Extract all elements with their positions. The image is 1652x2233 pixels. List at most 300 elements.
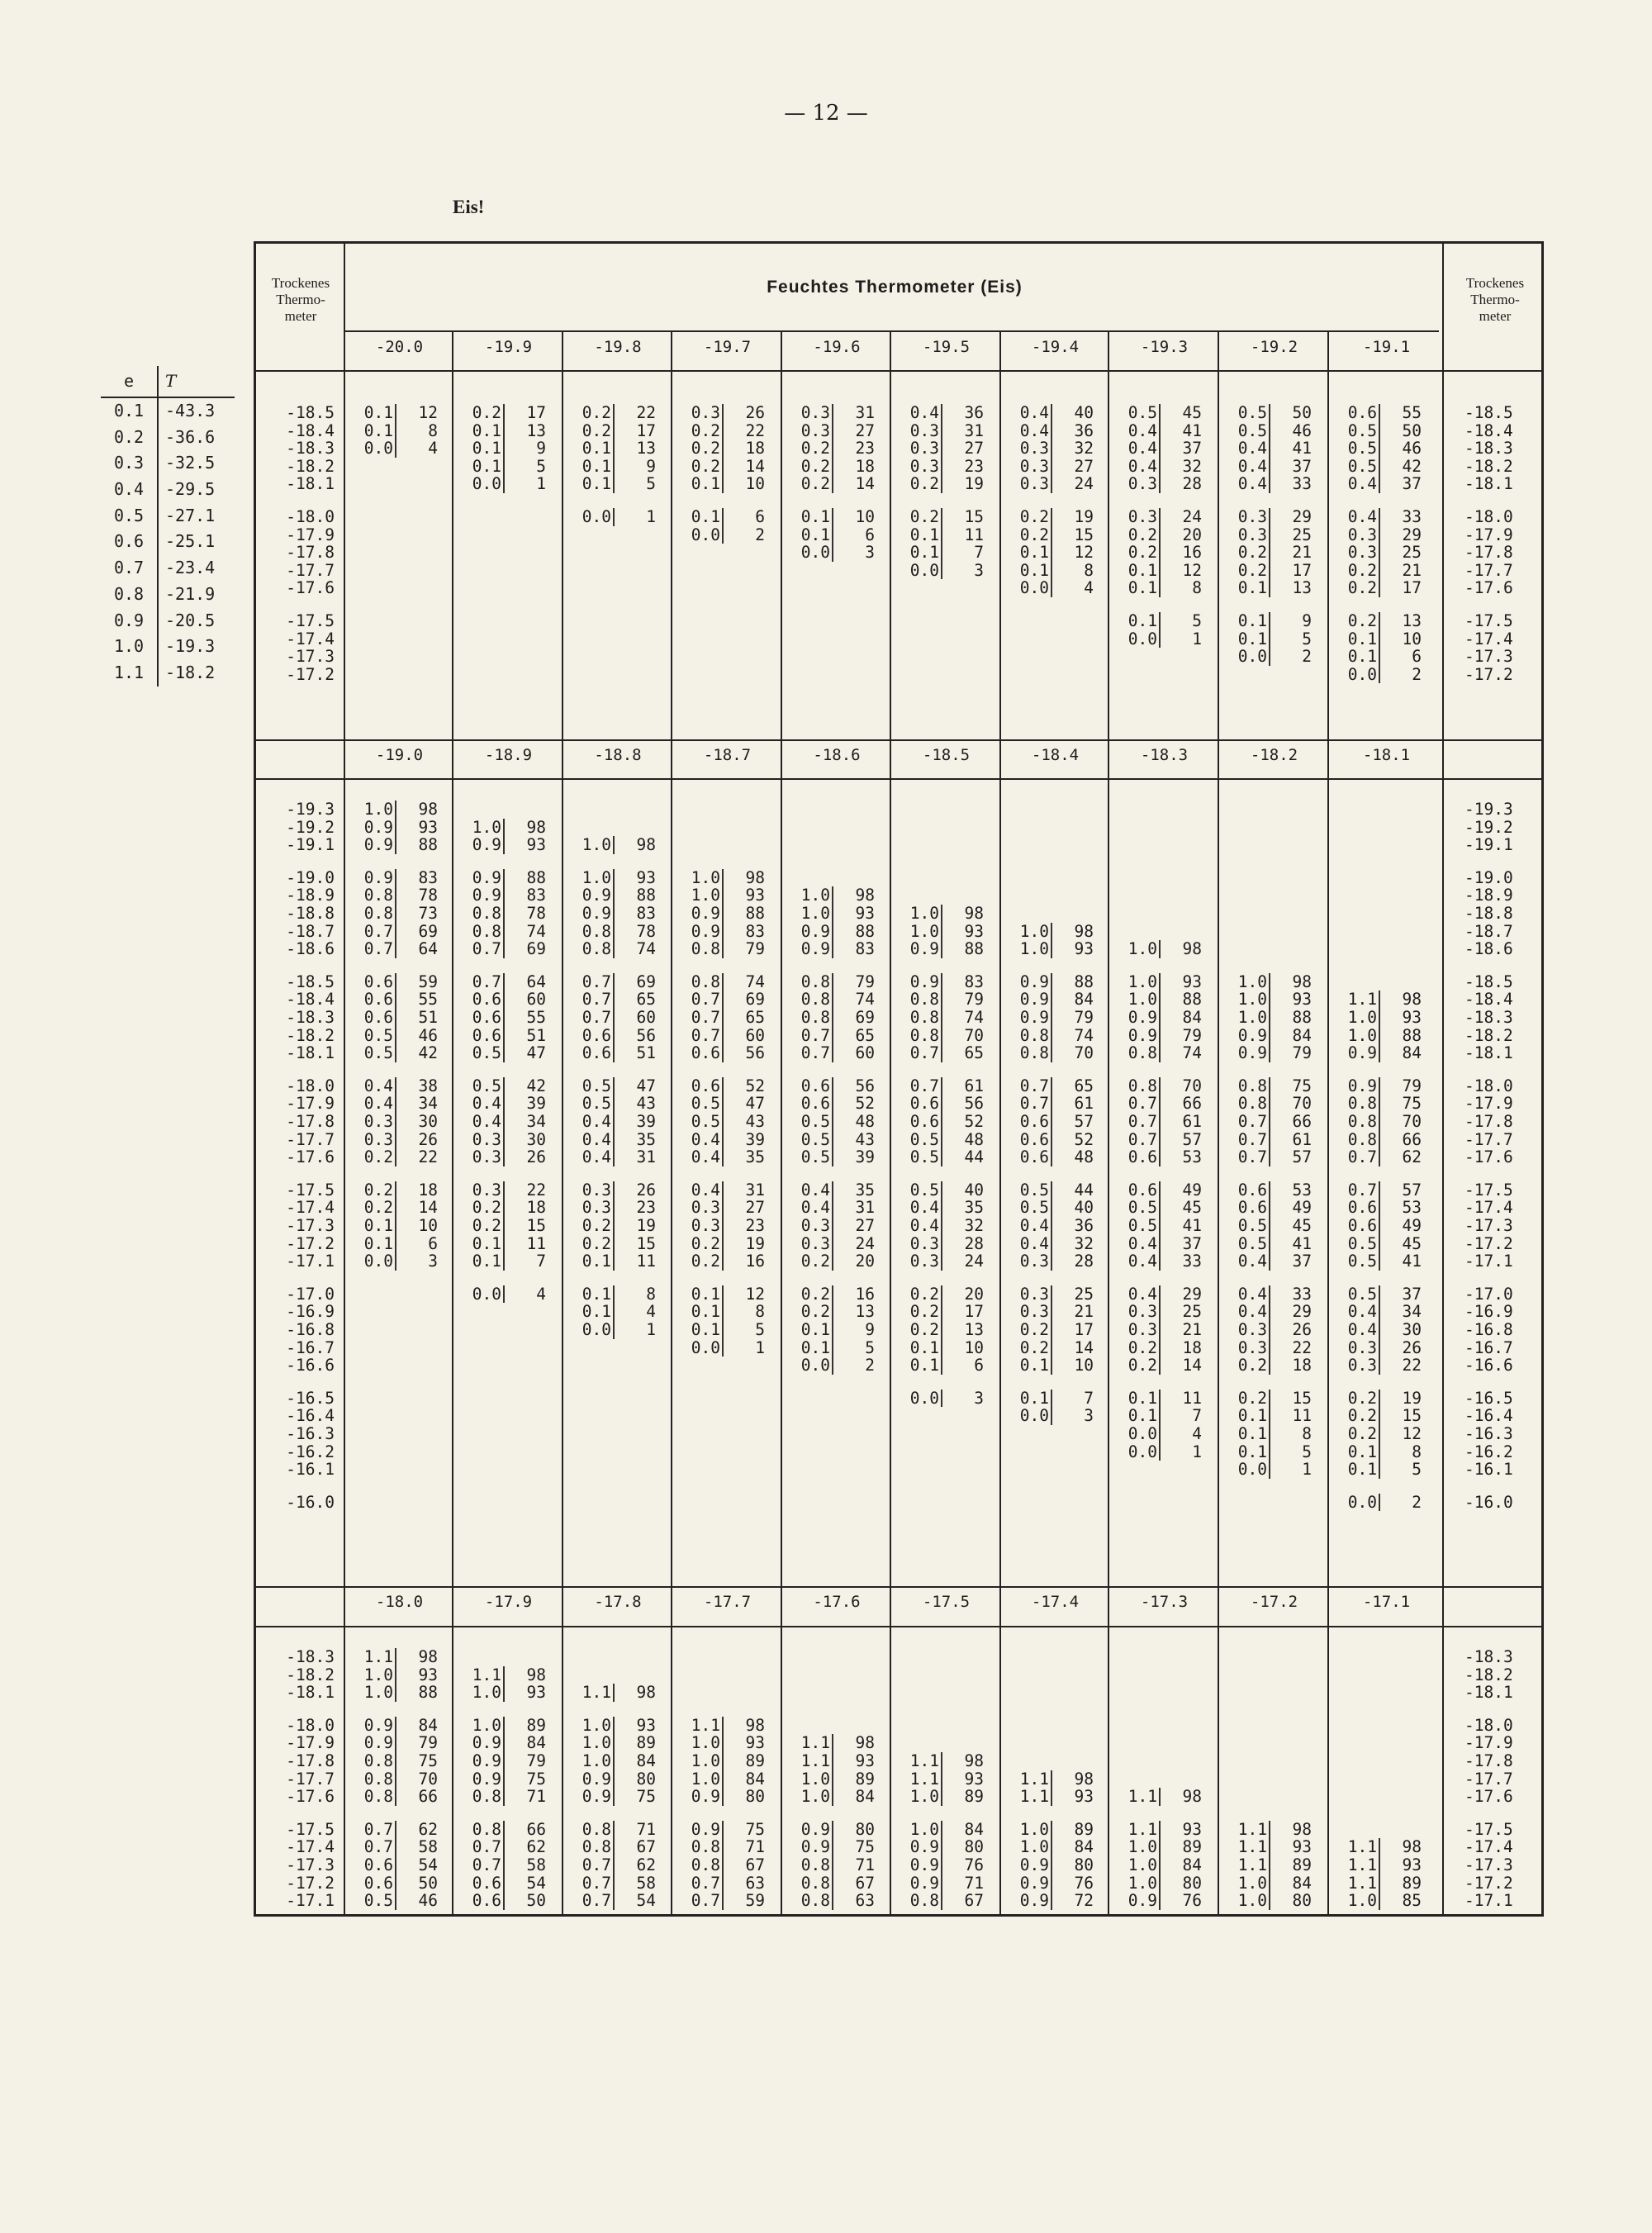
table-cell — [1011, 1874, 1094, 1893]
table-cell — [682, 1285, 765, 1304]
table-cell — [792, 1838, 875, 1856]
vapor-pressure-value: 1.1 — [1229, 1856, 1270, 1874]
vapor-pressure-value: 0.9 — [463, 869, 505, 887]
vapor-pressure-value: 1.1 — [792, 1734, 833, 1752]
vapor-pressure-value: 0.4 — [1229, 475, 1270, 493]
vapor-pressure-value: 0.8 — [792, 1892, 833, 1910]
dry-temperature-right: -18.3 — [1464, 439, 1513, 458]
relative-humidity-value: 84 — [1292, 1873, 1312, 1893]
table-cell — [1339, 648, 1422, 666]
relative-humidity-value: 29 — [1182, 1284, 1202, 1304]
relative-humidity-value: 89 — [745, 1751, 765, 1770]
relative-humidity-value: 20 — [855, 1252, 875, 1271]
relative-humidity-value: 67 — [964, 1891, 984, 1911]
relative-humidity-value: 15 — [964, 507, 984, 526]
vapor-pressure-value: 1.0 — [682, 1770, 724, 1789]
table-cell — [792, 1148, 875, 1166]
vapor-pressure-value: 1.0 — [682, 1734, 724, 1752]
relative-humidity-value: 11 — [636, 1252, 656, 1271]
table-cell — [1229, 1252, 1312, 1271]
relative-humidity-value: 29 — [1402, 525, 1422, 544]
relative-humidity-value: 54 — [526, 1873, 546, 1893]
relative-humidity-value: 8 — [428, 420, 438, 440]
dry-temperature-right: -17.9 — [1464, 1733, 1513, 1753]
relative-humidity-value: 75 — [636, 1787, 656, 1807]
table-cell — [901, 1856, 984, 1874]
relative-humidity-value: 21 — [1402, 560, 1422, 580]
relative-humidity-value: 48 — [964, 1129, 984, 1149]
relative-humidity-value: 79 — [1074, 1008, 1094, 1027]
vapor-pressure-value: 0.0 — [1119, 630, 1161, 649]
vapor-pressure-value: 1.0 — [573, 1752, 615, 1770]
vapor-pressure-value: 0.2 — [573, 1217, 615, 1235]
table-cell — [682, 1009, 765, 1027]
wet-temperature-header: -18.2 — [1250, 746, 1298, 764]
table-cell — [1011, 1252, 1094, 1271]
vapor-pressure-value: 0.6 — [573, 1027, 615, 1045]
vapor-pressure-value: 0.8 — [463, 905, 505, 923]
vapor-pressure-value: 0.2 — [1339, 612, 1380, 630]
dry-temperature-right: -18.0 — [1464, 1715, 1513, 1735]
relative-humidity-value: 14 — [1182, 1356, 1202, 1375]
table-cell — [901, 923, 984, 941]
vapor-pressure-value: 0.0 — [792, 544, 833, 562]
vapor-pressure-value: 0.1 — [463, 458, 505, 476]
table-cell — [355, 869, 438, 887]
relative-humidity-value: 24 — [964, 1252, 984, 1271]
relative-humidity-value: 69 — [636, 972, 656, 991]
dry-temperature-left: -17.7 — [286, 1129, 335, 1149]
vapor-pressure-value: 1.0 — [463, 819, 505, 837]
table-cell — [1229, 1874, 1312, 1893]
vapor-pressure-value: 0.6 — [1339, 404, 1380, 422]
vapor-pressure-value: 0.6 — [355, 973, 396, 991]
vapor-pressure-value: 0.2 — [1339, 1425, 1380, 1443]
relative-humidity-value: 15 — [1074, 525, 1094, 544]
relative-humidity-value: 98 — [1402, 1837, 1422, 1857]
relative-humidity-value: 29 — [1292, 507, 1312, 526]
relative-humidity-value: 11 — [526, 1233, 546, 1253]
relative-humidity-value: 41 — [1292, 439, 1312, 458]
vapor-pressure-value: 0.9 — [355, 836, 396, 854]
dry-temperature-right: -18.5 — [1464, 972, 1513, 991]
table-cell — [1011, 991, 1094, 1009]
table-cell — [1229, 404, 1312, 422]
relative-humidity-value: 84 — [636, 1751, 656, 1770]
dry-temperature-right: -17.7 — [1464, 560, 1513, 580]
vapor-pressure-value: 0.9 — [463, 886, 505, 905]
table-cell — [682, 1752, 765, 1770]
relative-humidity-value: 62 — [526, 1837, 546, 1857]
table-cell — [682, 991, 765, 1009]
vapor-pressure-value: 0.2 — [1339, 579, 1380, 597]
table-cell — [1119, 1892, 1202, 1910]
vapor-pressure-value: 0.7 — [573, 973, 615, 991]
dry-temperature-right: -16.8 — [1464, 1320, 1513, 1339]
vapor-pressure-value: 0.7 — [573, 1892, 615, 1910]
vapor-pressure-value: 0.2 — [682, 422, 724, 440]
vapor-pressure-value: 0.4 — [1119, 422, 1161, 440]
relative-humidity-value: 2 — [1412, 664, 1422, 684]
relative-humidity-value: 70 — [964, 1025, 984, 1045]
table-cell — [792, 1303, 875, 1321]
dry-temperature-left: -17.4 — [286, 629, 335, 649]
dry-temperature-right: -18.1 — [1464, 1043, 1513, 1063]
vapor-pressure-value: 0.1 — [1119, 1407, 1161, 1425]
relative-humidity-value: 5 — [1302, 629, 1312, 649]
table-cell — [463, 1821, 546, 1839]
relative-humidity-value: 4 — [1084, 578, 1094, 598]
vapor-pressure-value: 0.1 — [1229, 579, 1270, 597]
small-table-row — [101, 477, 235, 503]
table-cell — [1011, 973, 1094, 991]
vapor-pressure-value: 0.2 — [1119, 1339, 1161, 1357]
relative-humidity-value: 18 — [745, 439, 765, 458]
relative-humidity-value: 98 — [418, 1647, 438, 1666]
small-table-e: 0.4 — [113, 479, 145, 500]
table-cell — [1339, 1407, 1422, 1425]
vapor-pressure-value: 1.0 — [1119, 973, 1161, 991]
relative-humidity-value: 13 — [855, 1302, 875, 1322]
table-cell — [1119, 1303, 1202, 1321]
dry-temperature-right: -17.1 — [1464, 1252, 1513, 1271]
dry-temperature-right: -16.9 — [1464, 1302, 1513, 1322]
table-cell — [463, 439, 546, 458]
wet-temperature-header: -20.0 — [375, 338, 424, 356]
vapor-pressure-value: 0.0 — [1339, 1494, 1380, 1512]
relative-humidity-value: 5 — [1192, 611, 1202, 630]
relative-humidity-value: 70 — [1074, 1043, 1094, 1063]
vapor-pressure-value: 0.0 — [682, 526, 724, 544]
wet-temperature-header: -18.3 — [1140, 746, 1189, 764]
relative-humidity-value: 83 — [964, 972, 984, 991]
table-cell — [573, 1131, 656, 1149]
table-cell — [463, 1131, 546, 1149]
vapor-pressure-value: 0.2 — [573, 422, 615, 440]
relative-humidity-value: 69 — [526, 939, 546, 959]
dry-temperature-right: -17.6 — [1464, 578, 1513, 598]
table-cell — [1229, 544, 1312, 562]
vapor-pressure-value: 1.0 — [682, 886, 724, 905]
vapor-pressure-value: 0.1 — [1119, 579, 1161, 597]
wet-temperature-header: -19.7 — [703, 338, 752, 356]
vapor-pressure-value: 0.6 — [901, 1095, 942, 1113]
table-cell — [1339, 458, 1422, 476]
relative-humidity-value: 84 — [1182, 1008, 1202, 1027]
relative-humidity-value: 17 — [1292, 560, 1312, 580]
relative-humidity-value: 3 — [974, 1388, 984, 1408]
relative-humidity-value: 61 — [1182, 1112, 1202, 1131]
vapor-pressure-value: 0.2 — [355, 1148, 396, 1166]
table-cell — [1119, 1252, 1202, 1271]
relative-humidity-value: 84 — [745, 1769, 765, 1789]
table-cell — [573, 973, 656, 991]
relative-humidity-value: 84 — [1074, 1837, 1094, 1857]
relative-humidity-value: 1 — [646, 507, 656, 526]
vapor-pressure-value: 0.2 — [792, 475, 833, 493]
table-title: Feuchtes Thermometer (Eis) — [767, 278, 1023, 297]
vapor-pressure-value: 0.8 — [573, 1821, 615, 1839]
vapor-pressure-value: 0.7 — [1229, 1131, 1270, 1149]
vapor-pressure-value: 0.2 — [682, 439, 724, 458]
vapor-pressure-value: 0.2 — [1011, 1339, 1052, 1357]
vapor-pressure-value: 0.0 — [463, 475, 505, 493]
table-cell — [1011, 1892, 1094, 1910]
relative-humidity-value: 79 — [1402, 1076, 1422, 1095]
relative-humidity-value: 50 — [526, 1891, 546, 1911]
relative-humidity-value: 10 — [1402, 629, 1422, 649]
dry-temperature-left: -16.1 — [286, 1460, 335, 1480]
vapor-pressure-value: 0.5 — [682, 1095, 724, 1113]
relative-humidity-value: 88 — [855, 921, 875, 941]
row-divider — [256, 1586, 1541, 1588]
relative-humidity-value: 88 — [418, 1683, 438, 1703]
vapor-pressure-value: 1.0 — [355, 1684, 396, 1702]
table-cell — [355, 973, 438, 991]
table-cell — [792, 475, 875, 493]
vapor-pressure-value: 0.4 — [1011, 422, 1052, 440]
table-cell — [573, 1874, 656, 1893]
relative-humidity-value: 12 — [1182, 560, 1202, 580]
relative-humidity-value: 70 — [418, 1769, 438, 1789]
small-table-row — [101, 634, 235, 660]
table-cell — [682, 439, 765, 458]
table-cell — [1339, 1181, 1422, 1200]
relative-humidity-value: 37 — [1402, 474, 1422, 494]
vapor-pressure-value: 0.8 — [1119, 1077, 1161, 1095]
table-cell — [901, 1217, 984, 1235]
dry-temperature-left: -18.0 — [286, 1715, 335, 1735]
relative-humidity-value: 45 — [1292, 1216, 1312, 1235]
vapor-pressure-value: 0.1 — [901, 544, 942, 562]
dry-temperature-right: -17.4 — [1464, 1837, 1513, 1857]
table-cell — [682, 1856, 765, 1874]
vapor-pressure-value: 0.0 — [792, 1356, 833, 1375]
table-cell — [1011, 1199, 1094, 1217]
vapor-pressure-value: 0.2 — [792, 439, 833, 458]
table-cell — [1119, 1856, 1202, 1874]
vapor-pressure-value: 1.0 — [463, 1717, 505, 1735]
dry-temperature-right: -17.3 — [1464, 1216, 1513, 1235]
relative-humidity-value: 8 — [755, 1302, 765, 1322]
vapor-pressure-value: 0.1 — [1011, 562, 1052, 580]
vapor-pressure-value: 1.0 — [573, 1734, 615, 1752]
dry-temperature-right: -19.2 — [1464, 817, 1513, 837]
relative-humidity-value: 60 — [636, 1008, 656, 1027]
table-cell — [792, 1044, 875, 1062]
table-cell — [901, 1303, 984, 1321]
vapor-pressure-value: 0.0 — [355, 1252, 396, 1271]
table-cell — [1339, 1494, 1422, 1512]
relative-humidity-value: 25 — [1074, 1284, 1094, 1304]
column-divider — [671, 331, 672, 1914]
vapor-pressure-value: 0.5 — [1229, 404, 1270, 422]
vapor-pressure-value: 0.9 — [1011, 1892, 1052, 1910]
vapor-pressure-value: 0.2 — [573, 1235, 615, 1253]
row-divider — [256, 739, 1541, 741]
relative-humidity-value: 8 — [646, 1284, 656, 1304]
table-cell — [573, 991, 656, 1009]
relative-humidity-value: 46 — [1292, 420, 1312, 440]
table-cell — [1011, 1009, 1094, 1027]
vapor-pressure-value: 0.6 — [1119, 1148, 1161, 1166]
vapor-pressure-value: 0.9 — [682, 923, 724, 941]
vapor-pressure-value: 0.8 — [682, 973, 724, 991]
vapor-pressure-value: 0.8 — [901, 1027, 942, 1045]
vapor-pressure-value: 1.1 — [463, 1666, 505, 1684]
small-table-t: -43.3 — [157, 398, 235, 425]
table-cell — [682, 526, 765, 544]
table-cell — [1119, 1095, 1202, 1113]
vapor-pressure-value: 0.4 — [682, 1131, 724, 1149]
relative-humidity-value: 25 — [1182, 1302, 1202, 1322]
vapor-pressure-value: 0.3 — [1011, 1285, 1052, 1304]
vapor-pressure-value: 0.3 — [1229, 508, 1270, 526]
relative-humidity-value: 20 — [1182, 525, 1202, 544]
relative-humidity-value: 4 — [428, 439, 438, 458]
vapor-pressure-value: 0.5 — [1119, 404, 1161, 422]
dry-temperature-right: -17.3 — [1464, 647, 1513, 667]
vapor-pressure-value: 1.0 — [1119, 940, 1161, 958]
relative-humidity-value: 88 — [1182, 990, 1202, 1010]
vapor-pressure-value: 0.4 — [1229, 458, 1270, 476]
relative-humidity-value: 25 — [1292, 525, 1312, 544]
table-cell — [792, 1770, 875, 1789]
vapor-pressure-value: 0.9 — [1119, 1027, 1161, 1045]
relative-humidity-value: 93 — [636, 1715, 656, 1735]
table-cell — [682, 1321, 765, 1339]
vapor-pressure-value: 0.4 — [1229, 1303, 1270, 1321]
small-table-e: 0.8 — [113, 583, 145, 604]
vapor-pressure-value: 0.3 — [573, 1181, 615, 1200]
vapor-pressure-value: 0.2 — [1339, 1407, 1380, 1425]
table-cell — [1229, 1339, 1312, 1357]
vapor-pressure-value: 0.3 — [1119, 508, 1161, 526]
table-cell — [1229, 1303, 1312, 1321]
relative-humidity-value: 27 — [855, 1216, 875, 1235]
vapor-pressure-value: 0.6 — [901, 1113, 942, 1131]
dry-temperature-right: -18.9 — [1464, 886, 1513, 905]
vapor-pressure-value: 0.4 — [355, 1077, 396, 1095]
relative-humidity-value: 31 — [636, 1147, 656, 1167]
table-cell — [1119, 630, 1202, 649]
relative-humidity-value: 32 — [1182, 456, 1202, 476]
relative-humidity-value: 12 — [1074, 543, 1094, 563]
table-cell — [1339, 1131, 1422, 1149]
vapor-pressure-value: 0.4 — [1339, 1321, 1380, 1339]
relative-humidity-value: 67 — [636, 1837, 656, 1857]
table-cell — [792, 1095, 875, 1113]
dry-temperature-right: -16.0 — [1464, 1492, 1513, 1512]
relative-humidity-value: 41 — [1402, 1252, 1422, 1271]
table-cell — [1229, 422, 1312, 440]
relative-humidity-value: 93 — [964, 921, 984, 941]
table-cell — [355, 404, 438, 422]
table-cell — [355, 905, 438, 923]
dry-temperature-right: -17.8 — [1464, 1112, 1513, 1131]
vapor-pressure-value: 0.9 — [1229, 1027, 1270, 1045]
table-cell — [1119, 1181, 1202, 1200]
vapor-pressure-value: 0.2 — [901, 1303, 942, 1321]
table-cell — [463, 1252, 546, 1271]
relative-humidity-value: 79 — [1182, 1025, 1202, 1045]
table-cell — [682, 1821, 765, 1839]
table-cell — [573, 1148, 656, 1166]
vapor-pressure-value: 1.0 — [355, 1666, 396, 1684]
relative-humidity-value: 48 — [855, 1112, 875, 1131]
table-cell — [1011, 1044, 1094, 1062]
relative-humidity-value: 38 — [418, 1076, 438, 1095]
dry-temperature-right: -19.3 — [1464, 800, 1513, 819]
dry-temperature-right: -17.1 — [1464, 1891, 1513, 1911]
vapor-pressure-value: 0.6 — [355, 1874, 396, 1893]
small-table-e: 0.2 — [113, 426, 145, 447]
table-cell — [355, 991, 438, 1009]
table-cell — [463, 1838, 546, 1856]
dry-temperature-right: -18.3 — [1464, 1008, 1513, 1027]
table-cell — [573, 1113, 656, 1131]
small-table-row — [101, 450, 235, 477]
vapor-pressure-value: 0.9 — [682, 1788, 724, 1806]
vapor-pressure-value: 0.3 — [1119, 475, 1161, 493]
relative-humidity-value: 21 — [1074, 1302, 1094, 1322]
dry-thermometer-label-right: Trockenes Thermo- meter — [1465, 275, 1525, 324]
vapor-pressure-value: 0.2 — [1229, 562, 1270, 580]
relative-humidity-value: 34 — [418, 1094, 438, 1114]
vapor-pressure-value: 1.0 — [1119, 1874, 1161, 1893]
vapor-pressure-value: 0.5 — [901, 1148, 942, 1166]
relative-humidity-value: 52 — [1074, 1129, 1094, 1149]
relative-humidity-value: 98 — [964, 1751, 984, 1770]
vapor-pressure-value: 0.4 — [792, 1181, 833, 1200]
vapor-pressure-value: 0.1 — [1339, 1443, 1380, 1461]
relative-humidity-value: 67 — [745, 1855, 765, 1874]
table-cell — [573, 404, 656, 422]
table-cell — [682, 508, 765, 526]
relative-humidity-value: 69 — [418, 921, 438, 941]
page-number: — 12 — — [784, 101, 868, 126]
dry-temperature-left: -16.6 — [286, 1356, 335, 1375]
relative-humidity-value: 98 — [745, 867, 765, 887]
table-cell — [1229, 1425, 1312, 1443]
vapor-pressure-value: 0.7 — [573, 1874, 615, 1893]
vapor-pressure-value: 0.9 — [1011, 1856, 1052, 1874]
relative-humidity-value: 55 — [1402, 403, 1422, 422]
vapor-pressure-value: 0.5 — [1229, 1217, 1270, 1235]
relative-humidity-value: 93 — [1292, 990, 1312, 1010]
wet-temperature-header: -17.4 — [1031, 1593, 1080, 1611]
relative-humidity-value: 31 — [745, 1180, 765, 1200]
dry-temperature-right: -17.7 — [1464, 1769, 1513, 1789]
relative-humidity-value: 70 — [1402, 1112, 1422, 1131]
table-cell — [1339, 991, 1422, 1009]
vapor-pressure-value: 1.1 — [1229, 1838, 1270, 1856]
vapor-pressure-value: 0.4 — [463, 1113, 505, 1131]
relative-humidity-value: 43 — [636, 1094, 656, 1114]
vapor-pressure-value: 1.0 — [901, 905, 942, 923]
vapor-pressure-value: 0.4 — [1229, 1252, 1270, 1271]
table-cell — [1229, 1892, 1312, 1910]
relative-humidity-value: 61 — [1074, 1094, 1094, 1114]
dry-temperature-left: -17.5 — [286, 611, 335, 630]
table-cell — [901, 1892, 984, 1910]
vapor-pressure-value: 0.8 — [463, 1821, 505, 1839]
small-table-e: 1.0 — [113, 636, 145, 657]
vapor-pressure-value: 0.5 — [1119, 1217, 1161, 1235]
relative-humidity-value: 11 — [1182, 1388, 1202, 1408]
table-cell — [682, 1788, 765, 1806]
dry-temperature-right: -18.6 — [1464, 939, 1513, 959]
